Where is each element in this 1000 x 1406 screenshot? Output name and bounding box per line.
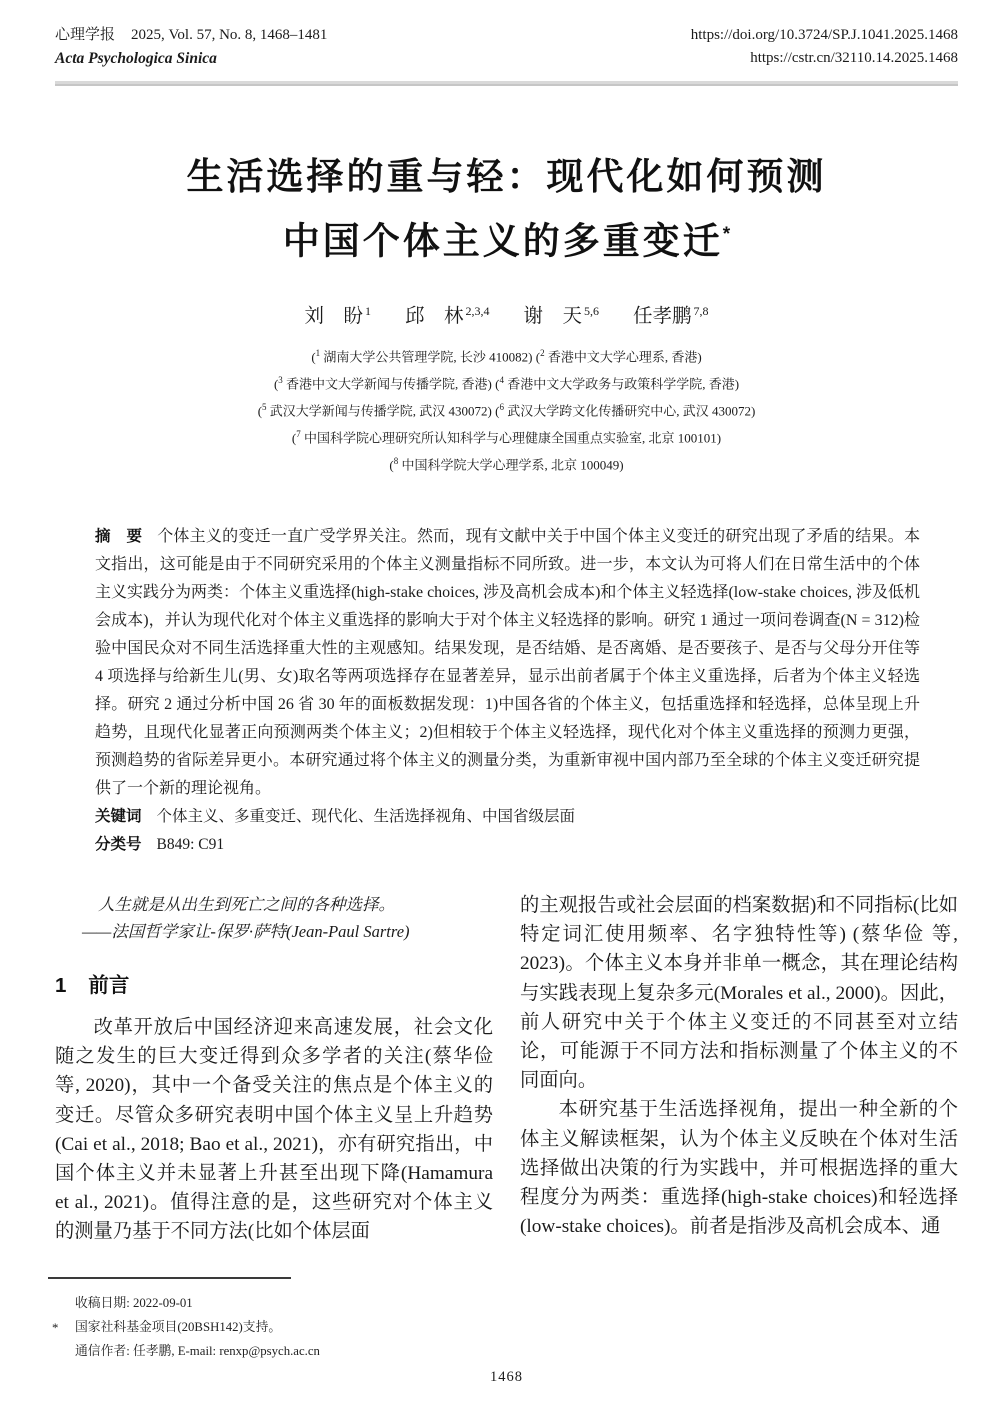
classification-label: 分类号 [95, 835, 142, 853]
keywords-label: 关键词 [95, 807, 142, 825]
running-head-right [691, 24, 958, 70]
running-head [55, 24, 958, 70]
issue-info: 2025, Vol. 57, No. 8, 1468–1481 [131, 27, 328, 43]
author-name: 邱 林 [404, 306, 464, 328]
section-title: 前言 [88, 973, 130, 997]
email-link[interactable]: renxp@psych.ac.cn [219, 1343, 320, 1358]
footnote-divider [48, 1277, 291, 1279]
author-name: 谢 天 [523, 306, 583, 328]
abstract-text: 个体主义的变迁一直广受学界关注。然而，现有文献中关于中国个体主义变迁的研究出现了矛盾的结果。本文指出，这可能是由于不同研究采用的个体主义测量指标不同所致。进一步，本文认为可将人们在日常生活中的个体主义实践分为两类：个体主义重选择(high-stake choices, 涉及高机会成本)和个体主义轻选择(low-stake choices, 涉及低机会成本)，并认为现代化对个体主义重选择的影响大于对个体主义轻选择的影响。研究 1 通过一项问卷调查(N = 312)检验中国民众对不同生活选择重大性的主观感知。结果发现，是否结婚、是否离婚、是否要孩子、是否与父母分开住等 4 项选择与给新生儿(男、女)取名等两项选择存在显著差异，显示出前者属于个体主义重选择，后者为个体主义轻选择。研究 2 通过分析中国 26 省 30 年的面板数据发现：1)中国各省的个体主义，包括重选择和轻选择，总体呈现上升趋势，且现代化显著正向预测两类个体主义；2)但相较于个体主义轻选择，现代化对个体主义重选择的预测力更强，预测趋势的省际差异更小。本研究通过将个体主义的测量分类，为重新审视中国内部乃至全球的个体主义变迁研究提供了一个新的理论视角。 [95, 527, 920, 797]
epigraph-quote: 人生就是从出生到死亡之间的各种选择。 [98, 894, 395, 914]
paper-title [55, 148, 958, 270]
title-line-1: 生活选择的重与轻：现代化如何预测 [186, 156, 827, 197]
affiliation-line: ($^7$ 中国科学院心理研究所认知科学与心理健康全国重点实验室, 北京 100101) [291, 429, 722, 446]
section-number: 1 [55, 973, 67, 997]
keywords-text: 个体主义、多重变迁、现代化、生活选择视角、中国省级层面 [156, 807, 576, 825]
intro-paragraph-right-2: 本研究基于生活选择视角，提出一种全新的个体主义解读框架，认为个体主义反映在个体对生活选择做出决策的行为实践中，并可根据选择的重大程度分为两类：重选择(high-stake choices)和轻选择(low-stake choices)。前者是指涉及高机会成本、通 [520, 1099, 958, 1238]
author: 任孝鹏 $^{7,8}$ [633, 303, 709, 328]
title-line-2 [55, 206, 958, 270]
abstract-paragraph [95, 523, 920, 803]
right-column [520, 891, 958, 1247]
epigraph-attribution: ——法国哲学家让-保罗·萨特(Jean-Paul Sartre) [82, 921, 410, 941]
affiliation-line: ($^3$ 香港中文大学新闻与传播学院, 香港) ($^4$ 香港中文大学政务与政策科学学院, 香港) [273, 375, 740, 392]
correspondence-prefix: 通信作者: 任孝鹏, E-mail: [75, 1343, 220, 1358]
footnote-received-date: 收稿日期: 2022-09-01 [75, 1295, 193, 1310]
footnotes-block [52, 1291, 958, 1363]
section-heading [55, 968, 493, 998]
journal-name-en: Acta Psychologica Sinica [55, 50, 217, 67]
author-name: 任孝鹏 [633, 306, 692, 328]
classification-line [95, 831, 920, 859]
journal-issue-line [55, 24, 327, 47]
cstr-link[interactable]: https://cstr.cn/32110.14.2025.1468 [750, 50, 958, 66]
author-name: 刘 盼 [304, 306, 363, 328]
author: 谢 天 $^{5,6}$ [523, 303, 600, 328]
header-divider [55, 81, 958, 86]
doi-link[interactable]: https://doi.org/10.3724/SP.J.1041.2025.1468 [690, 27, 958, 43]
affiliation-line: ($^1$ 湖南大学公共管理学院, 长沙 410082) ($^2$ 香港中文大学心理系, 香港) [311, 348, 702, 365]
journal-name-cn: 心理学报 [55, 27, 116, 43]
affiliations-block [55, 342, 958, 477]
page-footer [52, 1277, 958, 1386]
epigraph [55, 891, 493, 945]
left-column [55, 891, 493, 1247]
affiliation-line: ($^5$ 武汉大学新闻与传播学院, 武汉 430072) ($^6$ 武汉大学跨文化传播研究中心, 武汉 430072) [257, 402, 756, 419]
footnote-correspondence [75, 1339, 958, 1363]
affiliation-line: ($^8$ 中国科学院大学心理学系, 北京 100049) [389, 456, 624, 473]
running-head-left [55, 24, 327, 70]
intro-paragraph-left: 改革开放后中国经济迎来高速发展，社会文化随之发生的巨大变迁得到众多学者的关注(蔡华俭 等, 2020)，其中一个备受关注的焦点是个体主义的变迁。尽管众多研究表明中国个体主义呈上升趋势(Cai et al., 2018; Bao et al., 2021)，亦有研究指出，中国个体主义并未显著上升甚至出现下降(Hamamura et al., 2021)。值得注意的是，这些研究对个体主义的测量乃基于不同方法(比如个体层面 [55, 1016, 493, 1243]
title-footnote-marker: * [722, 224, 731, 245]
author: 刘 盼 $^1$ [304, 303, 371, 328]
authors-row [55, 300, 958, 328]
intro-paragraph-right-1: 的主观报告或社会层面的档案数据)和不同指标(比如特定词汇使用频率、名字独特性等) (蔡华俭 等, 2023)。个体主义本身并非单一概念，其在理论结构与实践表现上复杂多元(Morales et al., 2000)。因此，前人研究中关于个体主义变迁的不同甚至对立结论，可能源于不同方法和指标测量了个体主义的不同面向。 [520, 894, 958, 1092]
title-line-2-text: 中国个体主义的多重变迁 [282, 220, 723, 262]
abstract-label: 摘 要 [95, 527, 143, 545]
footnote-funding-text: 国家社科基金项目(20BSH142)支持。 [75, 1319, 282, 1334]
footnote-funding [52, 1315, 958, 1339]
keywords-line [95, 803, 920, 831]
page-number: 1468 [490, 1368, 523, 1385]
author: 邱 林 $^{2,3,4}$ [404, 303, 490, 328]
body-columns [55, 891, 958, 1247]
footnote-funding-marker: * [52, 1320, 59, 1335]
abstract-section [95, 523, 920, 859]
classification-text: B849: C91 [156, 835, 225, 853]
